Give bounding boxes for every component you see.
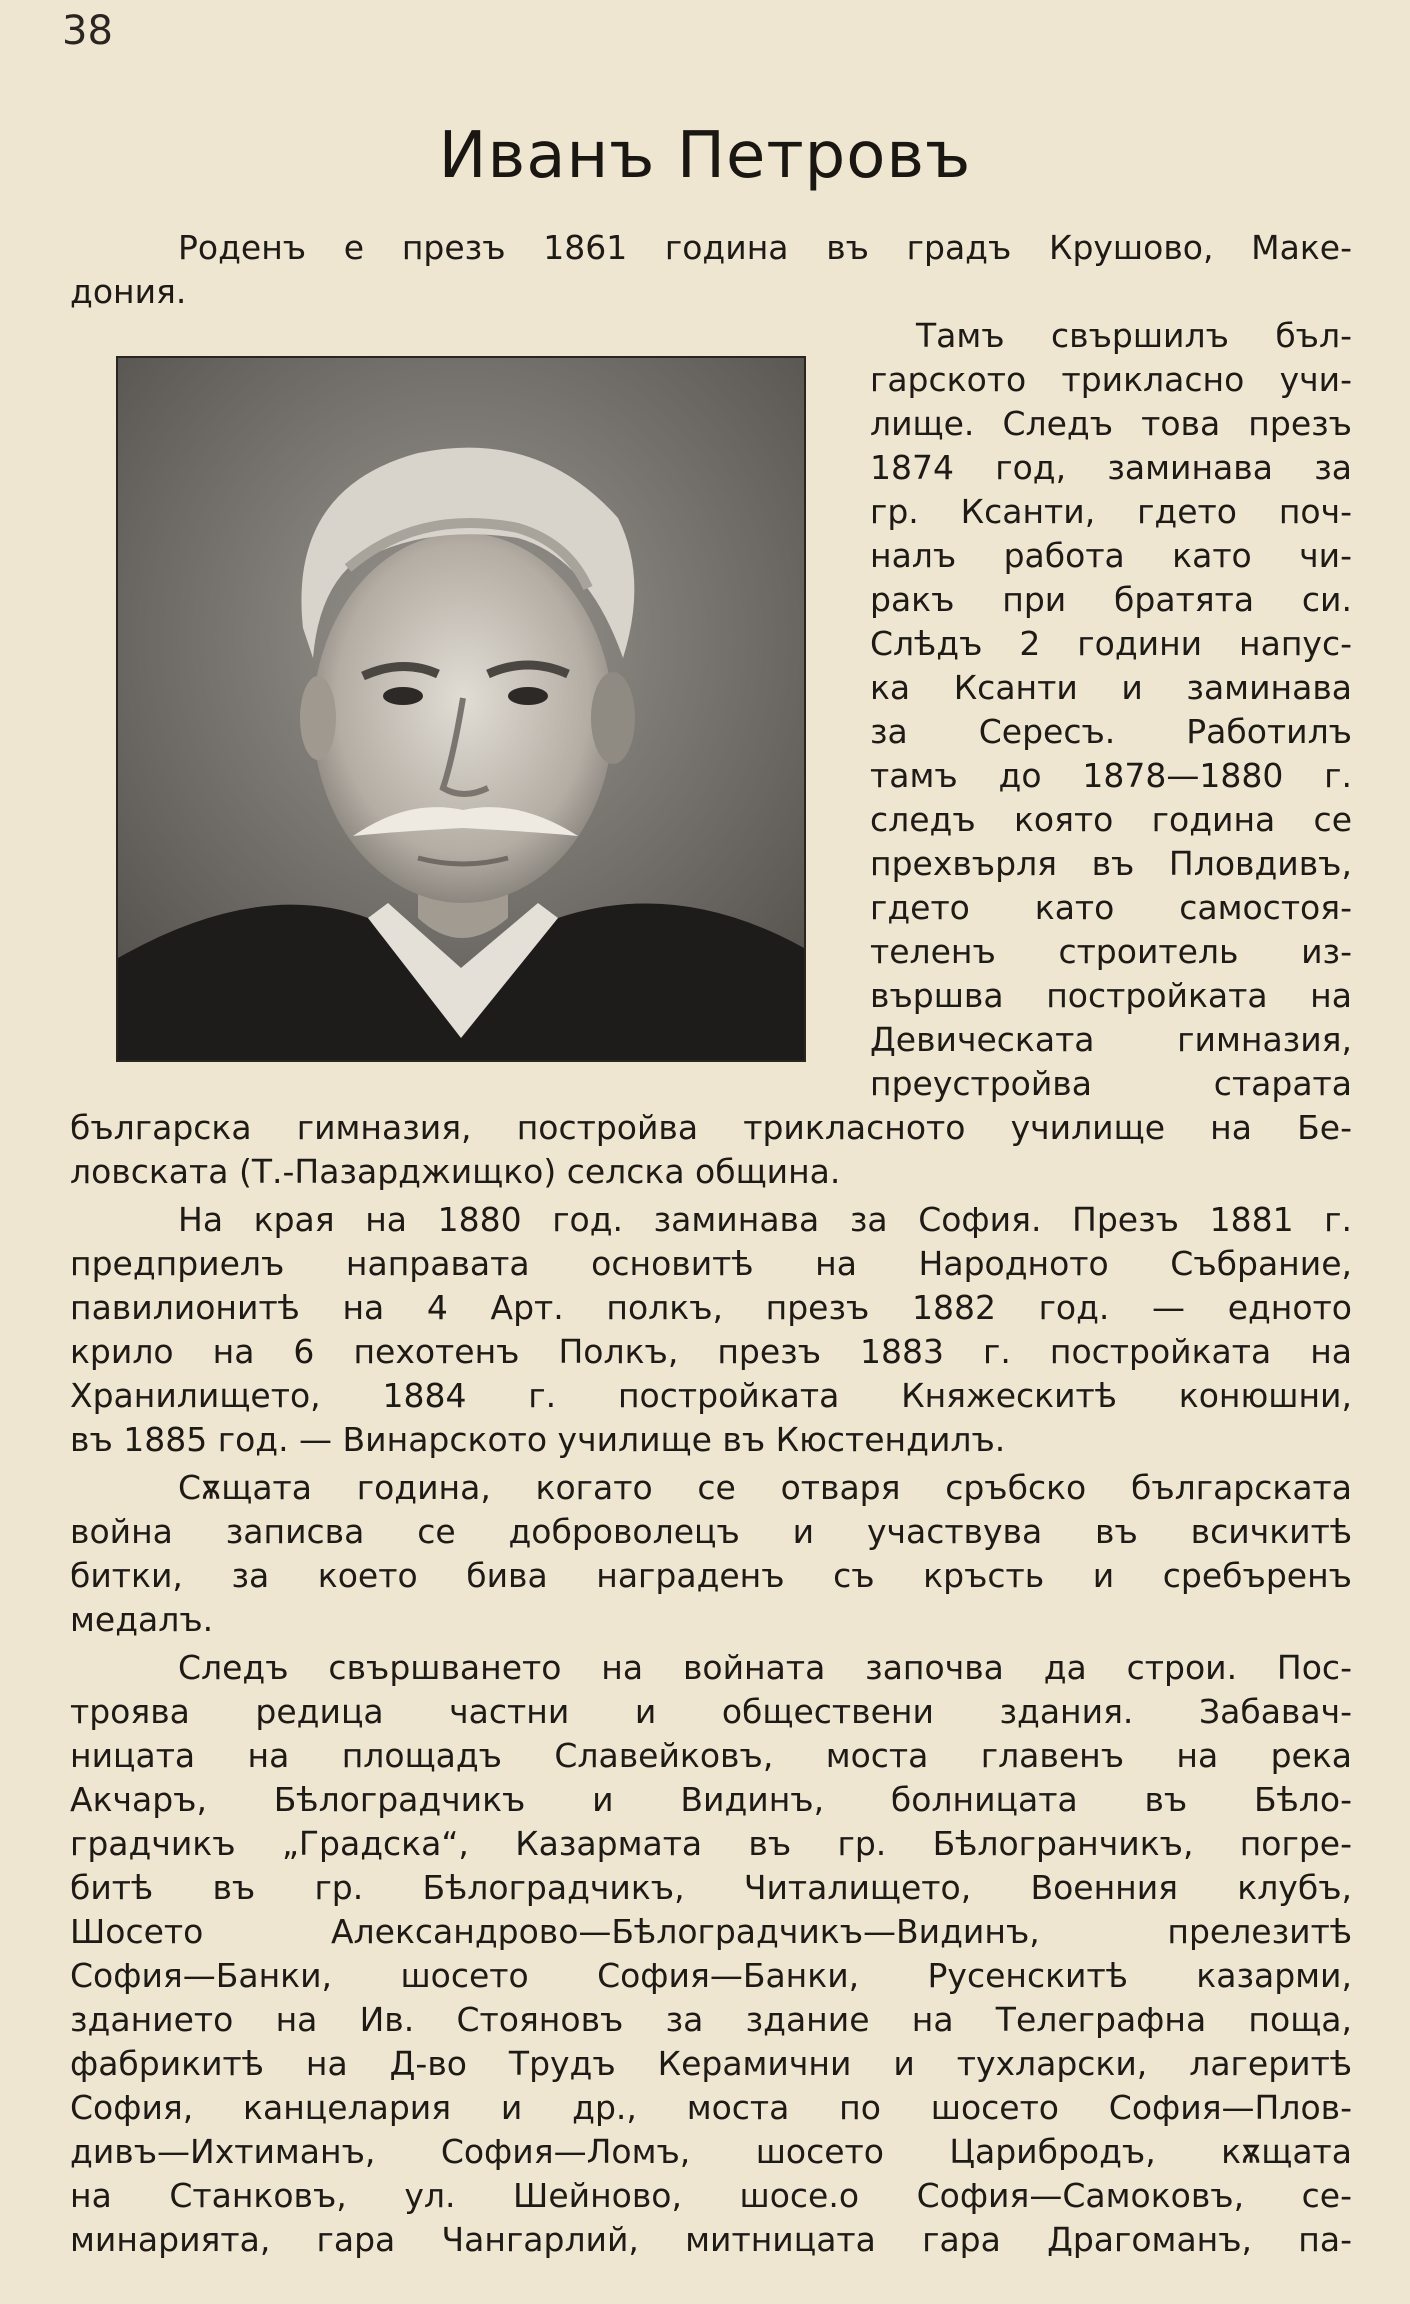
text-line: гдето като самостоя- — [870, 888, 1352, 927]
text-line: гарското трикласно учи- — [870, 360, 1352, 399]
text-line: следъ която година се — [870, 800, 1352, 839]
text-line: ракъ при братята си. — [870, 580, 1352, 619]
text-line: Хранилището, 1884 г. постройката Княжескитѣ конюшни, — [70, 1376, 1352, 1415]
text-line: прехвърля въ Пловдивъ, — [870, 844, 1352, 883]
text-line: Роденъ е презъ 1861 година въ градъ Крушово, Маке- — [178, 228, 1352, 267]
text-line: павилионитѣ на 4 Арт. полкъ, презъ 1882 год. — едното — [70, 1288, 1352, 1327]
text-line: налъ работа като чи- — [870, 536, 1352, 575]
text-line: Тамъ свършилъ бъл- — [916, 316, 1352, 355]
text-line: Следъ свършването на войната започва да строи. Пос- — [178, 1648, 1352, 1687]
text-line: На края на 1880 год. заминава за София. Презъ 1881 г. — [178, 1200, 1352, 1239]
text-line: за Сересъ. Работилъ — [870, 712, 1352, 751]
text-line: вършва постройката на — [870, 976, 1352, 1015]
text-line: битѣ въ гр. Бѣлоградчикъ, Читалището, Военния клубъ, — [70, 1868, 1352, 1907]
text-line: въ 1885 год. — Винарското училище въ Кюстендилъ. — [70, 1420, 1006, 1459]
text-line: Слѣдъ 2 години напус- — [870, 624, 1352, 663]
text-line: Сѫщата година, когато се отваря сръбско българската — [178, 1468, 1352, 1507]
text-line: медалъ. — [70, 1600, 214, 1639]
text-line: крило на 6 пехотенъ Полкъ, презъ 1883 г. постройката на — [70, 1332, 1352, 1371]
text-line: градчикъ „Градска“, Казармата въ гр. Бѣлогранчикъ, погре- — [70, 1824, 1352, 1863]
text-line: битки, за което бива награденъ съ кръсть и сребъренъ — [70, 1556, 1352, 1595]
text-line: ницата на площадъ Славейковъ, моста главенъ на река — [70, 1736, 1352, 1775]
text-line: война записва се доброволецъ и участвува въ всичкитѣ — [70, 1512, 1352, 1551]
text-line: дивъ—Ихтиманъ, София—Ломъ, шосето Царибродъ, кѫщата — [70, 2132, 1352, 2171]
text-line: Девическата гимназия, — [870, 1020, 1352, 1059]
text-line: Шосето Александрово—Бѣлоградчикъ—Видинъ, прелезитѣ — [70, 1912, 1352, 1951]
text-line: София—Банки, шосето София—Банки, Русенскитѣ казарми, — [70, 1956, 1352, 1995]
text-line: предприелъ направата основитѣ на Народното Събрание, — [70, 1244, 1352, 1283]
text-line: фабрикитѣ на Д-во Трудъ Керамични и тухларски, лагеритѣ — [70, 2044, 1352, 2083]
text-line: София, канцелария и др., моста по шосето София—Плов- — [70, 2088, 1352, 2127]
text-line: троява редица частни и обществени здания. Забавач- — [70, 1692, 1352, 1731]
text-line: 1874 год, заминава за — [870, 448, 1352, 487]
text-line: теленъ строитель из- — [870, 932, 1352, 971]
text-line: Акчаръ, Бѣлоградчикъ и Видинъ, болницата въ Бѣло- — [70, 1780, 1352, 1819]
text-line: преустройва старата — [870, 1064, 1352, 1103]
text-line: зданието на Ив. Стояновъ за здание на Телеграфна поща, — [70, 2000, 1352, 2039]
text-line: на Станковъ, ул. Шейново, шосе.о София—Самоковъ, се- — [70, 2176, 1352, 2215]
text-line: лище. Следъ това презъ — [870, 404, 1352, 443]
page-title: Иванъ Петровъ — [438, 119, 972, 193]
text-line: минарията, гара Чангарлий, митницата гара Драгоманъ, па- — [70, 2220, 1352, 2259]
text-line: гр. Ксанти, гдето поч- — [870, 492, 1352, 531]
text-line: тамъ до 1878—1880 г. — [870, 756, 1352, 795]
text-line: българска гимназия, постройва трикласното училище на Бе- — [70, 1108, 1352, 1147]
page-number: 38 — [62, 8, 113, 54]
text-line: ка Ксанти и заминава — [870, 668, 1352, 707]
text-line: ловската (Т.-Пазарджищко) селска община. — [70, 1152, 841, 1191]
portrait-photo — [116, 356, 806, 1062]
text-line: дония. — [70, 272, 187, 311]
